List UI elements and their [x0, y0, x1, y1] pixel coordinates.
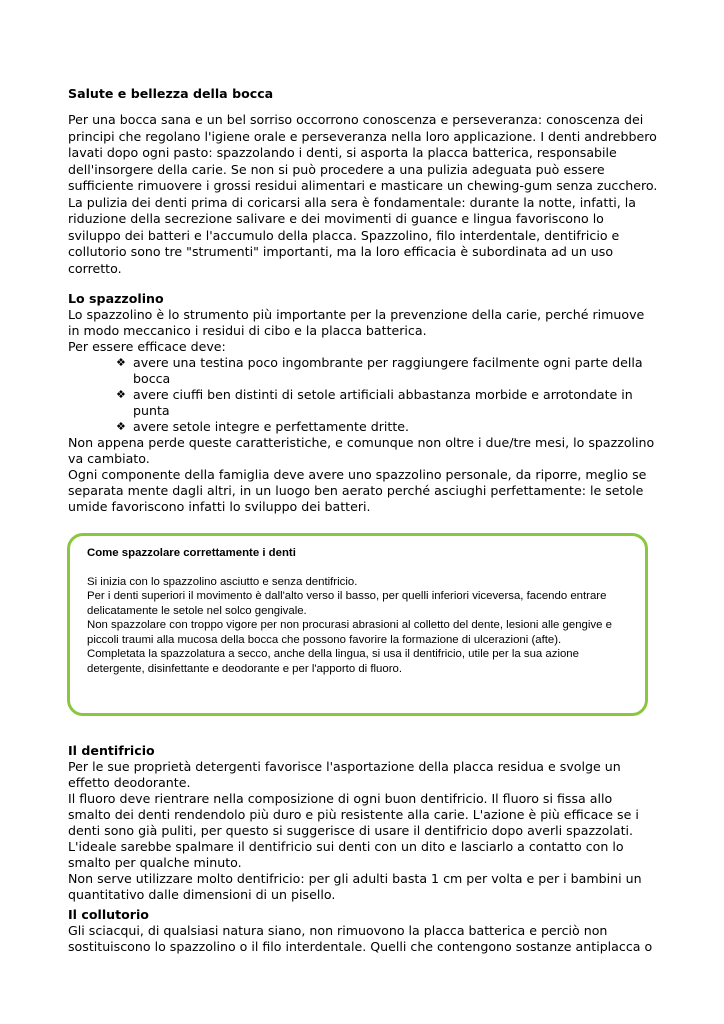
callout-title: Come spazzolare correttamente i denti: [87, 547, 296, 559]
spazzolino-lead: Per essere efficace deve:: [68, 339, 226, 354]
spazzolino-paragraph-2: Non appena perde queste caratteristiche, e comunque non oltre i due/tre mesi, lo spazzolino va cambiato.: [68, 435, 655, 466]
section-title-spazzolino: Lo spazzolino: [68, 291, 164, 306]
intro-paragraph: Per una bocca sana e un bel sorriso occorrono conoscenza e perseveranza: conoscenza dei principi che regolano l'igiene orale e perseveranza nella loro applicazione. I denti andrebbero lavati dopo ogni pasto: spazzolando i denti, si asporta la placca batterica, responsabile dell'insorgere della carie. Se non si può procedere a una pulizia adeguata può essere sufficiente rimuovere i grossi residui alimentari e masticare un chewing-gum senza zucchero. La pulizia dei denti prima di coricarsi alla sera è fondamentale: durante la notte, infatti, la riduzione della secrezione salivare e dei movimenti di guance e lingua favoriscono lo sviluppo dei batteri e l'accumulo della placca. Spazzolino, filo interdentale, dentifricio e collutorio sono tre "strumenti" importanti, ma la loro efficacia è subordinata ad un uso corretto.: [68, 112, 658, 276]
diamond-bullet-icon: ❖: [116, 420, 126, 433]
list-item: ❖ avere una testina poco ingombrante per raggiungere facilmente ogni parte della bocca: [116, 355, 643, 386]
dentifricio-paragraph-1: Per le sue proprietà detergenti favorisce l'asportazione della placca residua e svolge un effetto deodorante.: [68, 759, 621, 790]
collutorio-section: [68, 907, 658, 955]
callout-paragraph-1: Si inizia con lo spazzolino asciutto e senza dentifricio.: [87, 575, 358, 588]
spazzolino-paragraph-3: Ogni componente della famiglia deve avere uno spazzolino personale, da riporre, meglio se separata mente dagli altri, in un luogo ben aerato perché asciughi perfettamente: le setole umide favoriscono infatti lo sviluppo dei batteri.: [68, 467, 647, 514]
dentifricio-section: [68, 743, 658, 903]
callout-paragraph-4: Completata la spazzolatura a secco, anche della lingua, si usa il dentifricio, utile per la sua azione detergente, disinfettante e deodorante e per l'apporto di fluoro.: [87, 648, 579, 675]
spazzolino-section: [68, 291, 658, 515]
section-title-collutorio: Il collutorio: [68, 907, 149, 922]
requirements-list: [68, 355, 658, 435]
diamond-bullet-icon: ❖: [116, 388, 126, 401]
brushing-tips-callout: [67, 533, 648, 716]
dentifricio-paragraph-3: Non serve utilizzare molto dentifricio: per gli adulti basta 1 cm per volta e per i bambini un quantitativo dalle dimensioni di un pisello.: [68, 871, 642, 902]
callout-paragraph-3: Non spazzolare con troppo vigore per non procurasi abrasioni al colletto del dente, lesioni alle gengive e piccoli traumi alla mucosa della bocca che possono favorire la formazione di ulcerazioni (afte).: [87, 619, 612, 646]
dentifricio-paragraph-2: Il fluoro deve rientrare nella composizione di ogni buon dentifricio. Il fluoro si fissa allo smalto dei denti rendendolo più duro e più resistente alla carie. L'azione è più efficace se i denti sono già puliti, per questo si suggerisce di usare il dentifricio dopo averli spazzolati. L'ideale sarebbe spalmare il dentifricio sui denti con un dito e lasciarlo a contatto con lo smalto per qualche minuto.: [68, 791, 639, 870]
spazzolino-paragraph-1: Lo spazzolino è lo strumento più importante per la prevenzione della carie, perché rimuove in modo meccanico i residui di cibo e la placca batterica.: [68, 307, 645, 338]
section-title-salute: Salute e bellezza della bocca: [68, 86, 274, 101]
list-item: ❖ avere setole integre e perfettamente dritte.: [116, 419, 410, 434]
list-item: ❖ avere ciuffi ben distinti di setole artificiali abbastanza morbide e arrotondate in punta: [116, 387, 633, 418]
callout-paragraph-2: Per i denti superiori il movimento è dall'alto verso il basso, per quelli inferiori viceversa, facendo entrare delicatamente le setole nel solco gengivale.: [87, 590, 607, 617]
diamond-bullet-icon: ❖: [116, 356, 126, 369]
intro-section: [68, 86, 658, 277]
section-title-dentifricio: Il dentifricio: [68, 743, 155, 758]
collutorio-paragraph-1: Gli sciacqui, di qualsiasi natura siano, non rimuovono la placca batterica e perciò non sostituiscono lo spazzolino o il filo interdentale. Quelli che contengono sostanze antiplacca o: [68, 923, 653, 954]
